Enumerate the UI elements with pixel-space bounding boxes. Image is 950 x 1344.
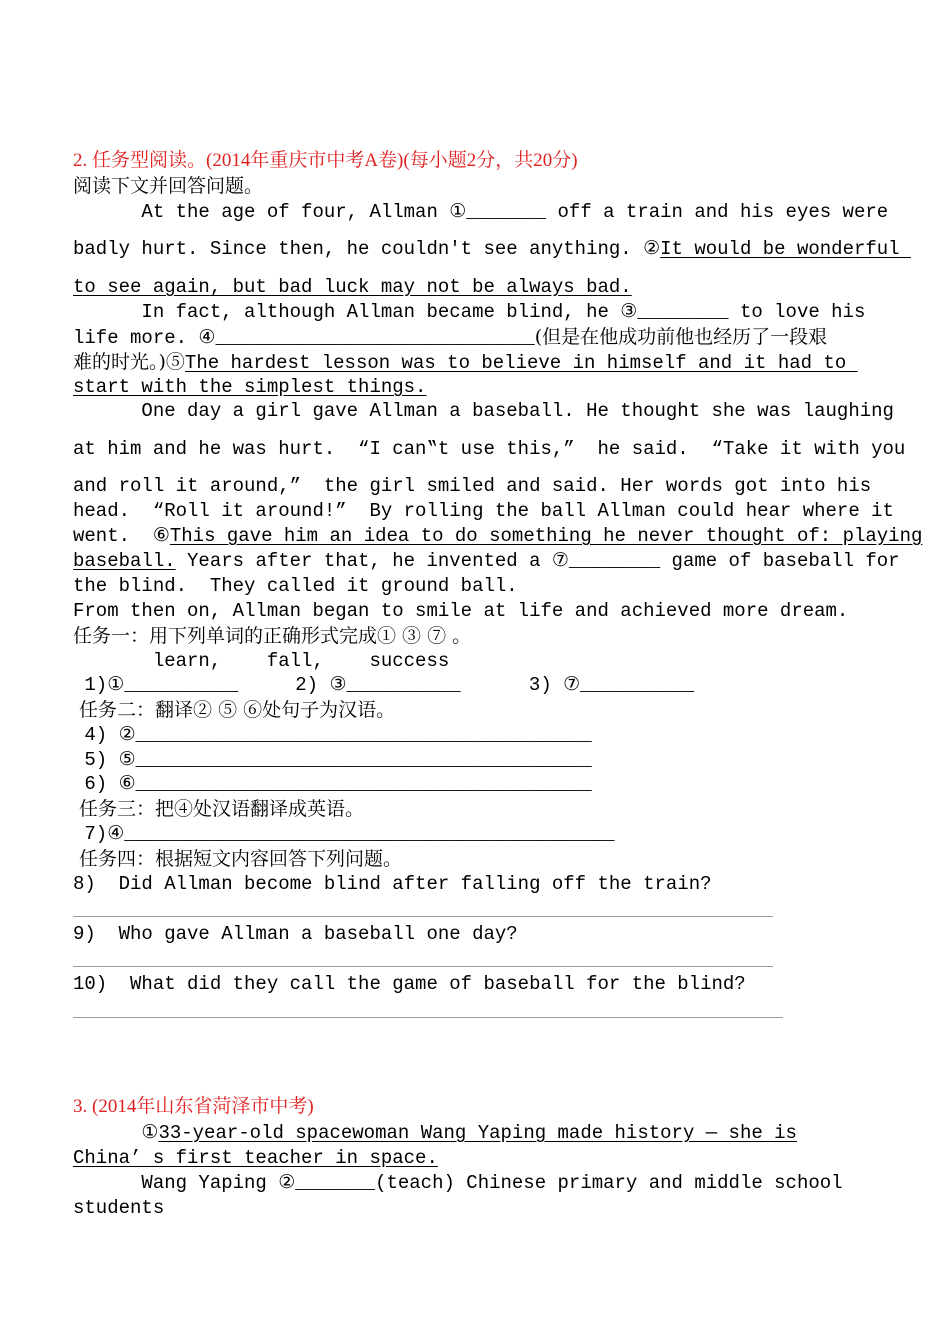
passage-line: At the age of four, Allman ①_______ off a train and his eyes were — [73, 201, 889, 223]
passage-line — [73, 238, 911, 260]
word-list: learn, fall, success — [73, 650, 450, 672]
underlined-sentence-1: 33-year-old spacewoman Wang Yaping made history — she is — [158, 1122, 797, 1144]
answer-line-6: 6) ⑥________________________________________ — [73, 773, 592, 795]
answer-rule — [73, 1017, 783, 1018]
text-segment: Years after that, he invented a ⑦________ game of baseball for — [175, 550, 900, 572]
text-segment: life more. ④____________________________ — [73, 327, 535, 349]
passage-line: students — [73, 1197, 165, 1219]
answer-line-4: 4) ②________________________________________ — [73, 724, 592, 746]
question-10: 10) What did they call the game of baseball for the blind? — [73, 973, 746, 995]
passage-line: From then on, Allman began to smile at life and achieved more dream. — [73, 600, 849, 622]
underlined-sentence-2: It would be wonderful — [660, 238, 911, 260]
text-segment: went. ⑥ — [73, 525, 170, 547]
text-segment: badly hurt. Since then, he couldn′t see anything. ② — [73, 238, 661, 260]
passage-line — [73, 326, 827, 349]
answer-rule — [73, 916, 773, 917]
answer-line-5: 5) ⑤________________________________________ — [73, 749, 592, 771]
chinese-hint-cont: 难的时光。)⑤ — [73, 351, 185, 373]
passage-line: In fact, although Allman became blind, he ③________ to love his — [73, 301, 866, 323]
underlined-sentence-6-cont: baseball. — [73, 550, 176, 572]
task-1-answers: 1)①__________ 2) ③__________ 3) ⑦__________ — [73, 674, 695, 696]
passage-line: and roll it around,” the girl smiled and said. Her words got into his — [73, 475, 872, 497]
question-2-heading: 2. 任务型阅读。(2014年重庆市中考A卷)(每小题2分，共20分) — [73, 150, 578, 171]
question-8: 8) Did Allman become blind after falling off the train? — [73, 873, 712, 895]
text-segment: ① — [73, 1122, 159, 1144]
question-3-heading: 3. (2014年山东省菏泽市中考) — [73, 1096, 314, 1117]
passage-line — [73, 525, 922, 547]
passage-line: Wang Yaping ②_______(teach) Chinese primary and middle school — [73, 1172, 843, 1194]
passage-line — [73, 351, 858, 374]
passage-line — [73, 550, 900, 572]
underlined-sentence-5: The hardest lesson was to believe in himself and it had to — [184, 352, 858, 374]
underlined-sentence-1-cont: China’ s first teacher in space. — [73, 1147, 438, 1169]
underlined-sentence-5-cont: start with the simplest things. — [73, 376, 427, 398]
chinese-hint: (但是在他成功前他也经历了一段艰 — [534, 326, 828, 348]
passage-line: One day a girl gave Allman a baseball. He thought she was laughing — [73, 400, 894, 422]
question-9: 9) Who gave Allman a baseball one day? — [73, 923, 518, 945]
task-1-heading: 任务一：用下列单词的正确形式完成① ③ ⑦ 。 — [73, 625, 472, 647]
answer-rule — [73, 966, 773, 967]
task-2-heading: 任务二：翻译② ⑤ ⑥处句子为汉语。 — [73, 699, 396, 721]
underlined-sentence-2-cont: to see again, but bad luck may not be always bad. — [73, 276, 632, 298]
passage-line — [73, 1122, 797, 1144]
answer-line-7: 7)④___________________________________________ — [73, 823, 615, 845]
task-3-heading: 任务三：把④处汉语翻译成英语。 — [73, 798, 365, 820]
underlined-sentence-6: This gave him an idea to do something he never thought of: playing — [169, 525, 923, 547]
passage-line: the blind. They called it ground ball. — [73, 575, 518, 597]
passage-line: head. “Roll it around!” By rolling the ball Allman could hear where it — [73, 500, 894, 522]
passage-line: at him and he was hurt. “I can‟t use this,” he said. “Take it with you — [73, 438, 906, 460]
instruction: 阅读下文并回答问题。 — [73, 175, 264, 197]
task-4-heading: 任务四：根据短文内容回答下列问题。 — [73, 848, 403, 870]
